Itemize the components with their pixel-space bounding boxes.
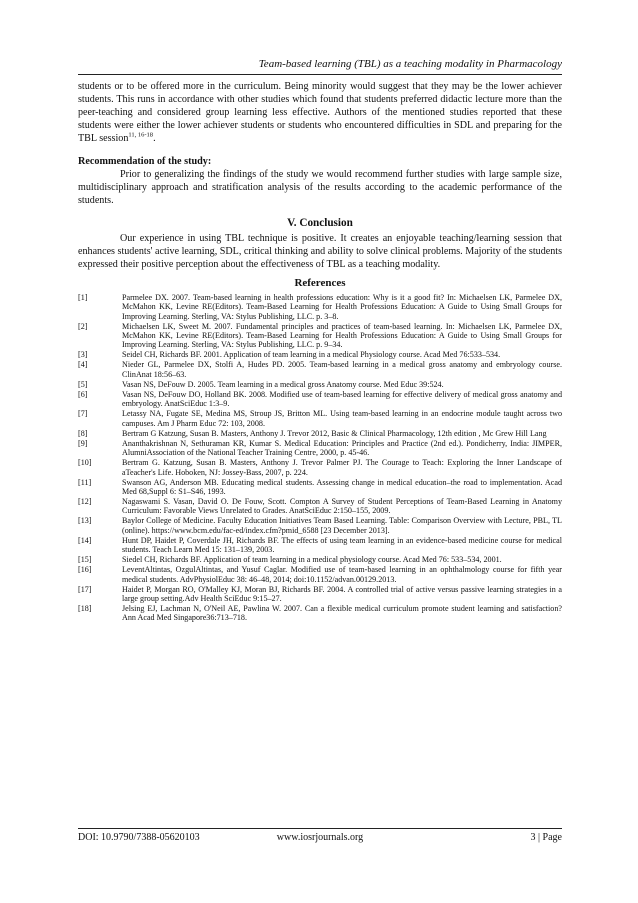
- intro-text: students or to be offered more in the curriculum. Being minority would suggest that they may be the lower achiever students. This runs in accordance with other studies which found that students preferred didactic lecture more than the peer-teaching and considered group learning less effective. Authors of the mentioned studies reported that these students were either the lower achiever students or students who encountered difficulties in SDL and preparing for the TBL session: [78, 81, 562, 144]
- reference-item: [78, 604, 562, 623]
- intro-end: .: [153, 133, 156, 144]
- footer-doi: DOI: 10.9790/7388-05620103: [78, 832, 200, 843]
- spacer: [78, 145, 562, 155]
- reference-text: Bertram G. Katzung, Susan B. Masters, Anthony J. Trevor Palmer PJ. The Courage to Teach: Exploring the Inner Landscape of aTeacher's Life. Hoboken, NJ: Jossey-Bass, 2007, p. 224.: [122, 458, 562, 477]
- reference-text: Vasan NS, DeFouw D. 2005. Team learning in a medical gross Anatomy course. Med Educ 39:524.: [122, 379, 444, 389]
- reference-item: [78, 409, 562, 428]
- reference-number: [3]: [78, 350, 88, 360]
- reference-number: [15]: [78, 555, 92, 565]
- reference-text: Nagaswami S. Vasan, David O. De Fouw, Scott. Compton A Survey of Student Perceptions of Team-Based Learning in Anatomy Curriculum: Favorable Views Unrelated to Grades. AnatSciEduc 2:150–155, 2009.: [122, 497, 562, 516]
- recommendation-heading: Recommendation of the study:: [78, 156, 212, 167]
- reference-text: Parmelee DX. 2007. Team-based learning in health professions education: Why is it a good fit? In: Michaelsen LK, Parmelee DX, McMahon KK, Levine RE(Editors). Team-Based Learning for Health Professions Education: A Guide to Using Small Groups for Improving Learning. Sterling, VA: Stylus Publishing, LLC. p. 3–8.: [122, 293, 562, 321]
- reference-text: Hunt DP, Haidet P, Coverdale JH, Richards BF. The effects of using team learning in an evidence-based medicine course for medical students. Teach Learn Med 15: 131–139, 2003.: [122, 535, 562, 555]
- reference-number: [7]: [78, 409, 88, 419]
- reference-text: Haidet P, Morgan RO, O'Malley KJ, Moran BJ, Richards BF. 2004. A controlled trial of active versus passive learning strategies in a large group setting.Adv Health SciEduc 9:15–27.: [122, 584, 562, 603]
- reference-number: [12]: [78, 497, 92, 506]
- conclusion-paragraph: Our experience in using TBL technique is positive. It creates an enjoyable teaching/learning session that enhances students' active learning, SDL, critical thinking and ability to solve clinical problems. Majority of the students expressed their positive perception about the effectiveness of TBL as a teaching modality.: [78, 233, 562, 270]
- references-list: [78, 293, 562, 623]
- reference-item: [78, 380, 562, 389]
- reference-number: [18]: [78, 604, 92, 614]
- reference-item: [78, 360, 562, 379]
- reference-text: Michaelsen LK, Sweet M. 2007. Fundamental principles and practices of team-based learning. In: Michaelsen LK, Parmelee DX, McMahon KK, Levine RE(Editors). Team-Based Learning for Health Professions Education: A Guide to Using Small Groups for Improving Learning. Sterling, VA: Stylus Publishing, LLC. p. 9–34.: [122, 321, 562, 350]
- reference-number: [16]: [78, 565, 92, 575]
- reference-item: [78, 565, 562, 584]
- reference-number: [13]: [78, 516, 92, 526]
- reference-item: [78, 458, 562, 477]
- references-heading: References: [294, 277, 346, 289]
- reference-number: [17]: [78, 584, 92, 594]
- reference-item: [78, 516, 562, 535]
- reference-item: [78, 555, 562, 564]
- recommendation-paragraph: Prior to generalizing the findings of the study we would recommend further studies with large sample size, multidisciplinary approach and stratification analysis of the results according to the academic performance of the students.: [78, 169, 562, 206]
- reference-text: Letassy NA, Fugate SE, Medina MS, Stroup JS, Britton ML. Using team-based learning in an endocrine module taught across two campuses. Am J Pharm Educ 72: 103, 2008.: [122, 409, 562, 428]
- reference-text: Nieder GL, Parmelee DX, Stolfi A, Hudes PD. 2005. Team-based learning in a medical gross anatomy and embryology course. ClinAnat 18:56–63.: [122, 360, 562, 379]
- reference-item: [78, 536, 562, 555]
- reference-number: [2]: [78, 321, 88, 331]
- reference-text: Baylor College of Medicine. Faculty Education Initiatives Team Based Learning. Table: Comparison Overview with Lecture, PBL, TL (online). https://www.bcm.edu/fac-ed/index.cfm?pmid_6588 [23 December 2013].: [122, 516, 562, 535]
- reference-item: [78, 478, 562, 497]
- reference-item: [78, 390, 562, 409]
- footer-page-number: 3 | Page: [530, 832, 562, 843]
- reference-number: [14]: [78, 535, 92, 545]
- reference-text: Seidel CH, Richards BF. 2001. Application of team learning in a medical Physiology course. Acad Med 76:533–534.: [122, 350, 501, 360]
- reference-number: [11]: [78, 477, 92, 487]
- footer-rule: [78, 828, 562, 829]
- reference-item: [78, 293, 562, 321]
- intro-paragraph: [78, 80, 562, 145]
- reference-text: Jelsing EJ, Lachman N, O'Neil AE, Pawlina W. 2007. Can a flexible medical curriculum promote student learning and satisfaction? Ann Acad Med Singapore36:713–718.: [122, 604, 562, 623]
- reference-text: Vasan NS, DeFouw DO, Holland BK. 2008. Modified use of team-based learning for effective delivery of medical gross anatomy and embryology. AnatSciEduc 1:3–9.: [122, 389, 562, 409]
- footer-website: www.iosrjournals.org: [276, 832, 364, 843]
- reference-number: [5]: [78, 379, 88, 389]
- reference-number: [10]: [78, 458, 92, 468]
- main-content: [78, 80, 562, 623]
- running-header: Team-based learning (TBL) as a teaching modality in Pharmacology: [258, 58, 562, 70]
- reference-item: [78, 350, 562, 359]
- reference-number: [8]: [78, 428, 88, 438]
- reference-text: Siedel CH, Richards BF. Application of team learning in a medical physiology course. Acad Med 76: 533–534, 2001.: [122, 555, 502, 565]
- reference-text: Ananthakrishnan N, Sethuraman KR, Kumar S. Medical Education: Principles and Practice (2nd ed.). Pondicherry, India: JIMPER, AlumniAssociation of the National Teacher Training Centre, 2000, p. 45-46.: [122, 438, 562, 458]
- header-rule: [78, 74, 562, 75]
- intro-citation: 11, 16-18: [128, 131, 154, 139]
- reference-item: [78, 429, 562, 438]
- reference-item: [78, 439, 562, 458]
- reference-number: [6]: [78, 389, 88, 399]
- reference-text: LeventAltintas, OzgulAltintas, and Yusuf Caglar. Modified use of team-based learning in an ophthalmology course for fifth year medical students. AdvPhysiolEduc 38: 46–48, 2014; doi:10.1152/advan.00129.2013.: [122, 565, 562, 584]
- reference-number: [4]: [78, 360, 88, 370]
- reference-text: Bertram G Katzung, Susan B. Masters, Anthony J. Trevor 2012, Basic & Clinical Pharmacology, 12th edition , Mc Grew Hill Lang: [122, 428, 547, 438]
- reference-item: [78, 497, 562, 516]
- reference-number: [9]: [78, 438, 88, 448]
- reference-item: [78, 585, 562, 604]
- reference-text: Swanson AG, Anderson MB. Educating medical students. Assessing change in medical education–the road to implementation. Acad Med 68,Suppl 6: S1–S46, 1993.: [122, 477, 562, 496]
- conclusion-heading: V. Conclusion: [287, 217, 353, 229]
- reference-item: [78, 322, 562, 350]
- reference-number: [1]: [78, 293, 88, 302]
